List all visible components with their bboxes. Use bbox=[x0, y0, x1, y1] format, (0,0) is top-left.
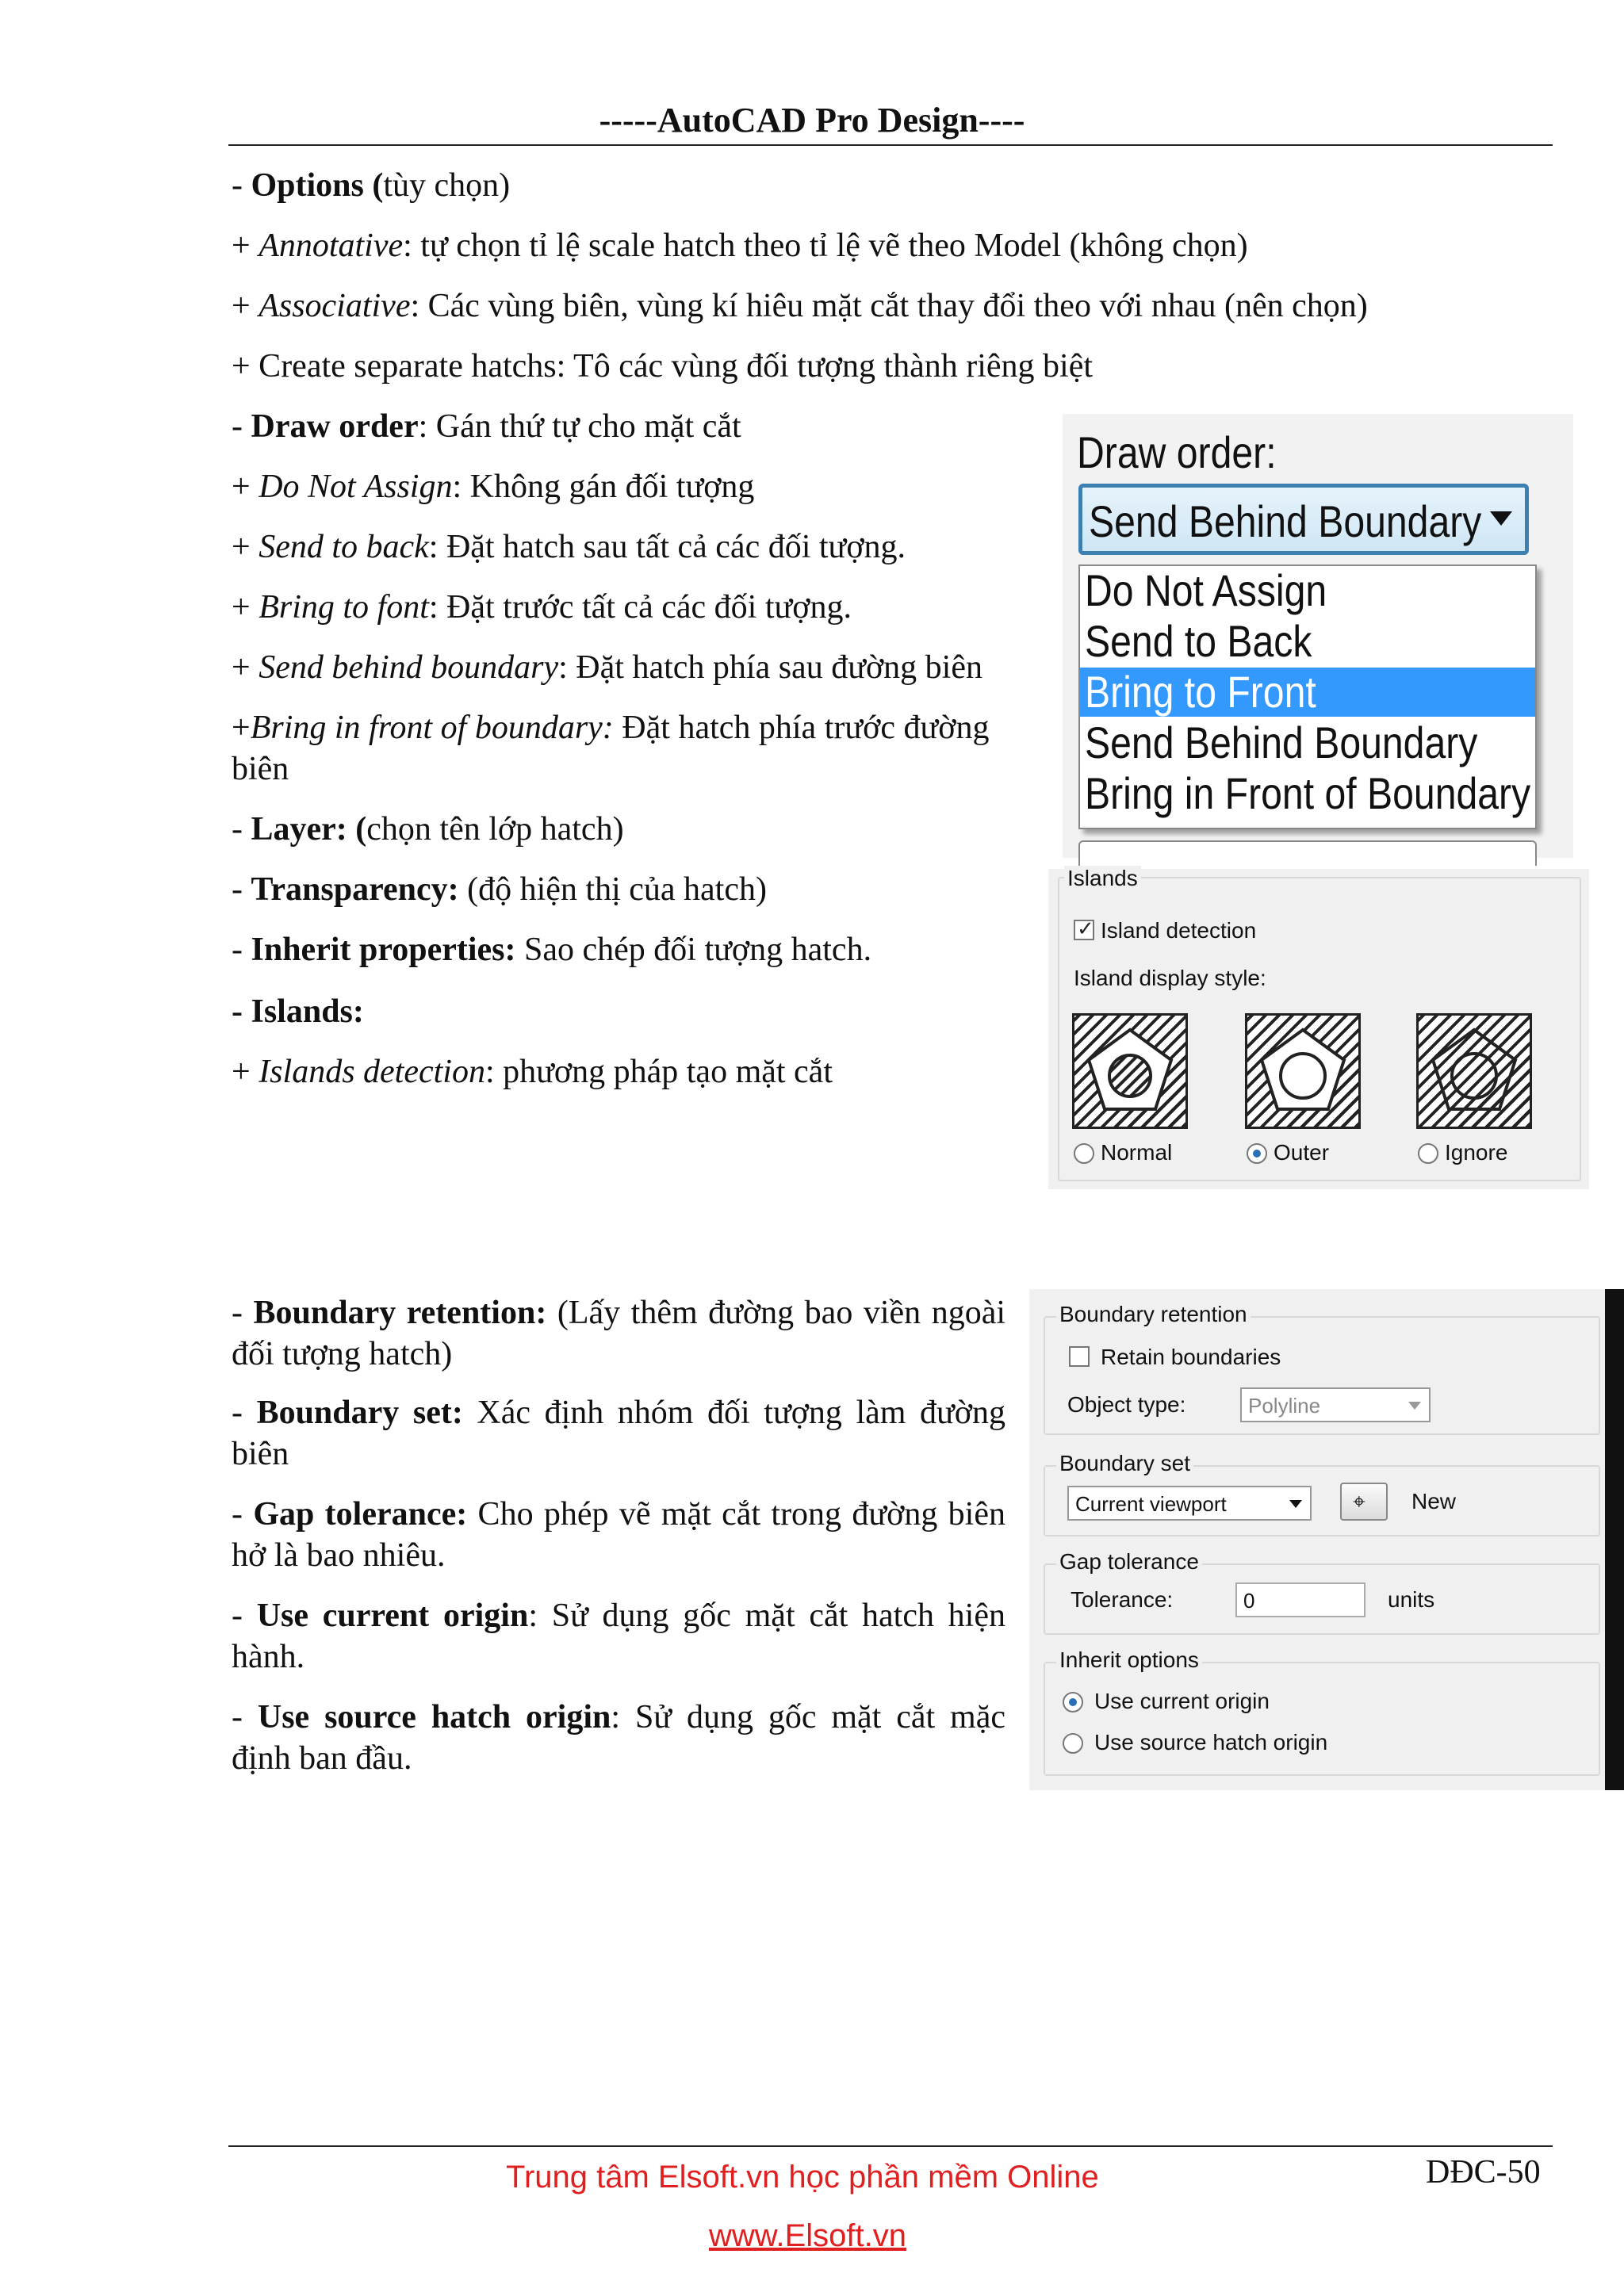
draw-order-select[interactable] bbox=[1078, 484, 1529, 555]
use-source-origin-radio[interactable] bbox=[1063, 1733, 1083, 1754]
draw-order-option-send-to-back[interactable]: Send to Back bbox=[1085, 616, 1312, 666]
select-new-boundary-button[interactable] bbox=[1340, 1483, 1388, 1521]
draw-order-option-send-behind-boundary[interactable]: Send Behind Boundary bbox=[1085, 718, 1478, 767]
bring-to-font-line: + Bring to font: Đặt trước tất cả các đối tượng. bbox=[232, 589, 852, 626]
boundary-set-value: Current viewport bbox=[1075, 1492, 1227, 1516]
boundary-options-panel bbox=[1029, 1289, 1622, 1790]
send-behind-line: + Send behind boundary: Đặt hatch phía sau đường biên bbox=[232, 649, 982, 686]
draw-order-option-bring-to-front[interactable]: Bring to Front bbox=[1080, 668, 1535, 717]
use-source-origin-label: Use source hatch origin bbox=[1094, 1730, 1328, 1755]
islands-heading: - Islands: bbox=[232, 993, 364, 1030]
header-rule bbox=[228, 144, 1553, 146]
use-current-para: - Use current origin: Sử dụng gốc mặt cắt hatch hiện hành. bbox=[232, 1598, 1005, 1675]
ignore-style-preview[interactable] bbox=[1416, 1013, 1532, 1129]
boundary-set-title: Boundary set bbox=[1056, 1451, 1193, 1476]
island-detection-label: Island detection bbox=[1101, 918, 1257, 943]
create-separate-line: + Create separate hatchs: Tô các vùng đối tượng thành riêng biệt bbox=[232, 348, 1094, 385]
page-number: DĐC-50 bbox=[1426, 2154, 1541, 2191]
layer-line: - Layer: (chọn tên lớp hatch) bbox=[232, 811, 624, 848]
object-type-value: Polyline bbox=[1248, 1394, 1321, 1418]
use-current-origin-radio[interactable] bbox=[1063, 1692, 1083, 1712]
retain-boundaries-label: Retain boundaries bbox=[1101, 1345, 1281, 1369]
next-field-edge bbox=[1078, 840, 1537, 866]
outer-style-preview[interactable] bbox=[1245, 1013, 1361, 1129]
use-current-origin-label: Use current origin bbox=[1094, 1689, 1270, 1713]
screenshot-edge-bar bbox=[1605, 1289, 1624, 1790]
draw-order-selected-value: Send Behind Boundary bbox=[1089, 496, 1482, 546]
draw-order-line: - Draw order: Gán thứ tự cho mặt cắt bbox=[232, 408, 741, 445]
ignore-style-radio[interactable] bbox=[1418, 1143, 1438, 1164]
normal-style-label: Normal bbox=[1101, 1140, 1173, 1165]
page-header-title: -----AutoCAD Pro Design---- bbox=[599, 101, 1025, 140]
associative-line: + Associative: Các vùng biên, vùng kí hiêu mặt cắt thay đổi theo với nhau (nên chọn) bbox=[232, 288, 1368, 324]
draw-order-dropdown-list bbox=[1078, 564, 1537, 829]
options-line: - Options (tùy chọn) bbox=[232, 167, 511, 204]
units-label: units bbox=[1388, 1587, 1435, 1612]
object-type-select[interactable] bbox=[1240, 1387, 1431, 1422]
island-detection-checkbox[interactable] bbox=[1074, 920, 1094, 940]
outer-style-radio[interactable] bbox=[1247, 1143, 1267, 1164]
boundary-set-para: - Boundary set: Xác định nhóm đối tượng làm đường biên bbox=[232, 1395, 1005, 1472]
ignore-style-label: Ignore bbox=[1445, 1140, 1508, 1165]
island-display-style-label: Island display style: bbox=[1074, 966, 1266, 990]
boundary-retention-para: - Boundary retention: (Lấy thêm đường bao viền ngoài đối tượng hatch) bbox=[232, 1295, 1005, 1372]
inherit-line: - Inherit properties: Sao chép đối tượng hatch. bbox=[232, 932, 872, 968]
normal-style-radio[interactable] bbox=[1074, 1143, 1094, 1164]
draw-order-option-do-not-assign[interactable]: Do Not Assign bbox=[1085, 565, 1327, 615]
outer-style-label: Outer bbox=[1274, 1140, 1330, 1165]
boundary-set-select[interactable] bbox=[1067, 1486, 1312, 1521]
draw-order-option-bring-in-front-of-boundary[interactable]: Bring in Front of Boundary bbox=[1085, 768, 1531, 818]
transparency-line: - Transparency: (độ hiện thị của hatch) bbox=[232, 871, 767, 908]
gap-tolerance-para: - Gap tolerance: Cho phép vẽ mặt cắt trong đường biên hở là bao nhiêu. bbox=[232, 1496, 1005, 1574]
inherit-options-title: Inherit options bbox=[1056, 1647, 1202, 1673]
islands-detection-line: + Islands detection: phương pháp tạo mặt cắt bbox=[232, 1054, 833, 1090]
footer-center-name: Trung tâm Elsoft.vn học phần mềm Online bbox=[506, 2160, 1099, 2195]
bring-in-front-line: +Bring in front of boundary: Đặt hatch phía trước đường biên bbox=[232, 710, 990, 787]
chevron-down-icon bbox=[1289, 1500, 1302, 1508]
use-source-para: - Use source hatch origin: Sử dụng gốc mặt cắt mặc định ban đầu. bbox=[232, 1699, 1005, 1777]
annotative-line: + Annotative: tự chọn tỉ lệ scale hatch theo tỉ lệ vẽ theo Model (không chọn) bbox=[232, 228, 1248, 264]
draw-order-label: Draw order: bbox=[1077, 427, 1277, 477]
footer-website-link[interactable]: www.Elsoft.vn bbox=[709, 2218, 906, 2253]
chevron-down-icon[interactable] bbox=[1490, 511, 1512, 526]
boundary-retention-title: Boundary retention bbox=[1056, 1302, 1251, 1327]
object-type-label: Object type: bbox=[1067, 1392, 1186, 1417]
draw-order-panel bbox=[1063, 414, 1573, 858]
tolerance-input[interactable] bbox=[1235, 1582, 1365, 1617]
do-not-assign-line: + Do Not Assign: Không gán đối tượng bbox=[232, 469, 755, 505]
inherit-options-group bbox=[1044, 1662, 1600, 1776]
retain-boundaries-checkbox[interactable] bbox=[1069, 1346, 1090, 1367]
footer-rule bbox=[228, 2145, 1553, 2147]
tolerance-label: Tolerance: bbox=[1071, 1587, 1174, 1612]
gap-tolerance-title: Gap tolerance bbox=[1056, 1549, 1202, 1575]
tolerance-value: 0 bbox=[1243, 1589, 1255, 1613]
normal-style-preview[interactable] bbox=[1072, 1013, 1188, 1129]
islands-panel bbox=[1048, 866, 1589, 1189]
send-to-back-line: + Send to back: Đặt hatch sau tất cả các đối tượng. bbox=[232, 529, 906, 565]
chevron-down-icon bbox=[1408, 1402, 1421, 1410]
islands-group-title: Islands bbox=[1064, 866, 1141, 891]
crosshair-icon: ⌖ bbox=[1353, 1489, 1365, 1513]
new-label: New bbox=[1411, 1489, 1457, 1513]
